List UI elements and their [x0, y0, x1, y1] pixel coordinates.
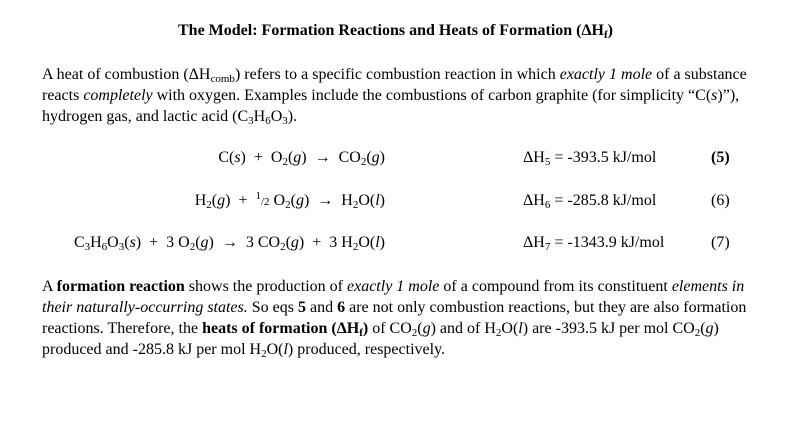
- equation-number-6: (6): [711, 192, 730, 209]
- page-title: The Model: Formation Reactions and Heats of Formation $(\Delta H_f)$: [178, 22, 613, 41]
- equation-row-5: [0, 147, 803, 169]
- equation-number-5: (5): [711, 149, 730, 166]
- combustion-paragraph: A heat of combustion $(\Delta H_{comb})$ refers to a specific combustion reaction in which exactly 1 mole of a substance reacts completely with oxygen. Examples include the combustions of carbon graphite (for simplicity “C(s)”), hydrogen gas, and lactic acid $(C_3H_6O_3)$.: [42, 66, 747, 127]
- equation-row-6: [0, 190, 803, 212]
- equation-6: $H_2(g) + ^1/2$ $O_2(g) \to H_2O(l)$: [194, 190, 385, 211]
- equation-5: $C(s) + O_2(g) \to CO_2(g)$: [218, 149, 385, 168]
- enthalpy-5: $\Delta H_5 = -393.5$ kJ/mol: [523, 149, 657, 168]
- equation-7: $C_3H_6O_3(s) + 3$ $O_2(g) \to 3$ $CO_2(g) + 3$ $H_2O(l)$: [73, 234, 385, 253]
- equation-row-7: [0, 232, 803, 254]
- formation-paragraph: A formation reaction shows the production of exactly 1 mole of a compound from its constituent elements in their naturally-occurring states. So eqs 5 and 6 are not only combustion reactions, but they are also formation reactions. Therefore, the heats of formation $(\Delta H_f)$ of $CO_2(g)$ and of $H_2O(l)$ are -393.5 kJ per mol $CO_2(g)$ produced and -285.8 kJ per mol $H_2O(l)$ produced, respectively.: [42, 278, 747, 360]
- enthalpy-7: $\Delta H_7 = -1343.9$ kJ/mol: [523, 234, 665, 253]
- enthalpy-6: $\Delta H_6 = -285.8$ kJ/mol: [523, 192, 657, 211]
- equation-number-7: (7): [711, 234, 730, 251]
